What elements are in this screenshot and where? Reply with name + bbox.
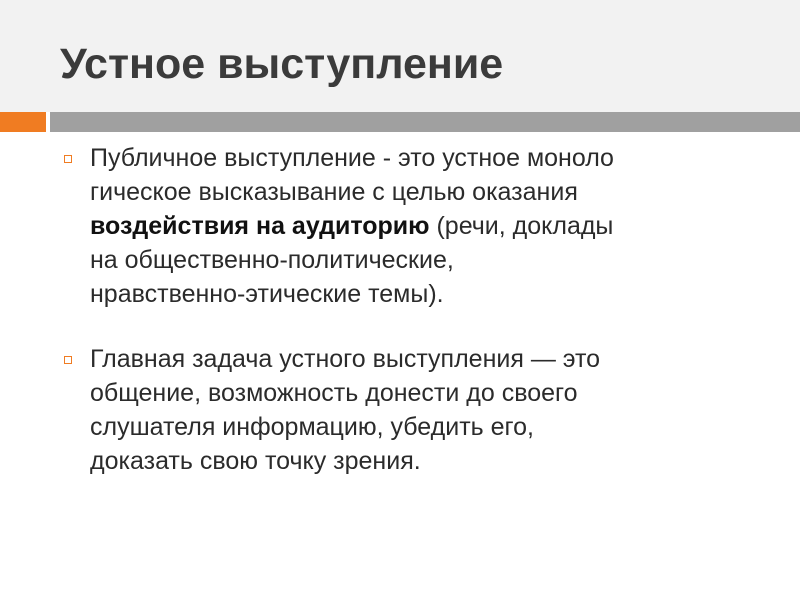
gray-divider-bar [50,112,800,132]
bullet-line-with-emphasis [90,209,770,243]
bullet-item-main-task [0,342,800,478]
bullet-text-after-emphasis: (речи, доклады [429,212,614,240]
bullet-line: Главная задача устного выступления — это [90,345,601,373]
slide-title: Устное выступление [60,40,504,88]
bullet-line: общение, возможность донести до своего [90,379,578,407]
bullet-line: слушателя информацию, убедить его, [90,413,534,441]
bullet-list [0,141,800,478]
square-bullet-icon [64,356,72,364]
orange-accent-bar [0,112,46,132]
emphasized-text: воздействия на аудиторию [90,212,430,240]
bullet-line: гическое высказывание с целью оказания [90,178,578,206]
bullet-line: на общественно-политические, [90,246,454,274]
bullet-line: нравственно-этические темы). [90,280,444,308]
square-bullet-icon [64,155,72,163]
bullet-item-public-speech [0,141,800,311]
bullet-line: доказать свою точку зрения. [90,447,421,475]
bullet-line: Публичное выступление - это устное моноло [90,144,614,172]
